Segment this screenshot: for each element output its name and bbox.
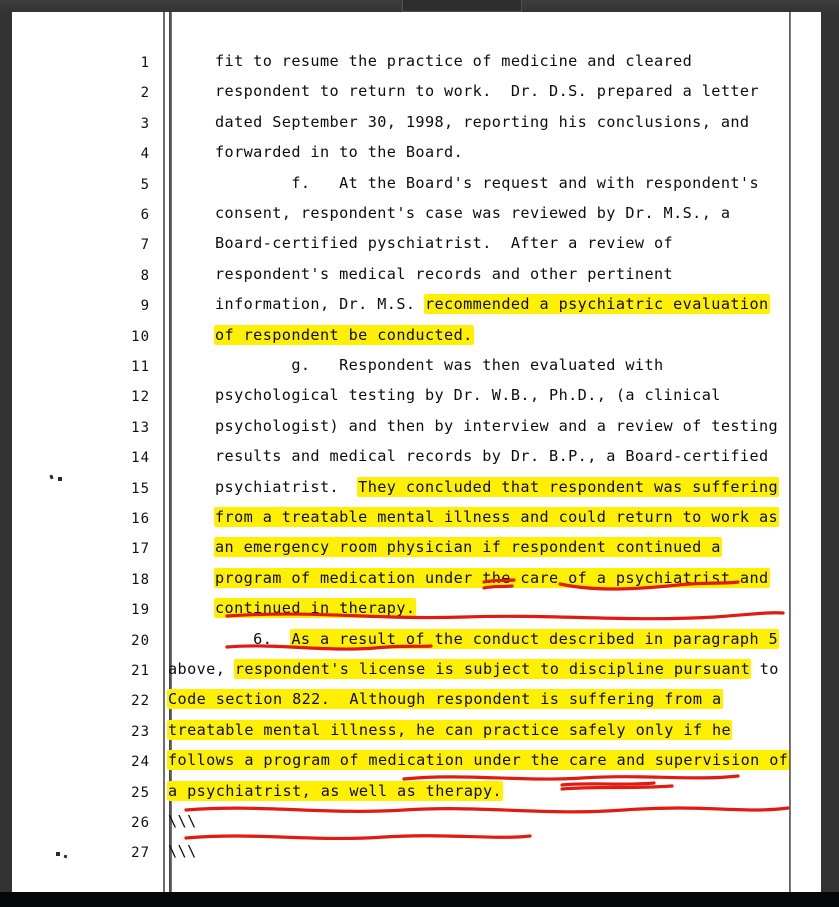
pleading-line: [12, 382, 821, 412]
line-text: [215, 478, 778, 496]
highlighted-text: from a treatable mental illness and could return to work as: [215, 508, 779, 526]
pleading-line: [12, 656, 821, 686]
highlighted-text: They concluded that respondent was suffering: [358, 477, 779, 496]
line-text: [168, 690, 722, 708]
line-text: [215, 356, 664, 374]
line-text: [215, 569, 769, 587]
plain-text: information, Dr. M.S.: [215, 295, 425, 314]
line-number: 16: [131, 511, 150, 527]
pleading-line: [12, 717, 821, 747]
line-text: [215, 204, 730, 222]
plain-text: forwarded in to the Board.: [215, 143, 464, 162]
pleading-line: [12, 230, 821, 260]
pleading-line: [12, 413, 821, 443]
line-number: 1: [140, 55, 150, 71]
line-number: 17: [131, 541, 150, 558]
plain-text: \\\: [168, 812, 197, 830]
line-text: [215, 265, 673, 283]
pleading-line: [12, 686, 821, 716]
line-number: 2: [140, 85, 150, 102]
line-number: 10: [131, 328, 150, 345]
line-text: [215, 82, 759, 100]
line-number: 6: [140, 207, 150, 223]
highlighted-text: Code section 822. Although respondent is suffering from a: [168, 690, 722, 709]
highlighted-text: follows a program of medication under the care and supervision of: [168, 751, 789, 770]
line-number: 18: [131, 571, 150, 588]
line-text: [215, 143, 463, 161]
line-number: 14: [131, 450, 150, 467]
pleading-line: [12, 78, 821, 108]
pleading-line: [12, 838, 821, 868]
line-number: 25: [131, 784, 150, 801]
line-number: 9: [140, 298, 150, 315]
plain-text: f. At the Board's request and with respondent's: [215, 173, 759, 192]
pleading-line: [12, 504, 821, 534]
line-text: [215, 174, 759, 192]
line-number: 13: [131, 419, 150, 436]
line-text: [215, 295, 769, 313]
scanned-page: [12, 12, 821, 892]
toolbar-tab[interactable]: [402, 0, 522, 12]
line-number: 5: [140, 176, 150, 193]
line-text: [215, 538, 721, 556]
line-number: 24: [131, 754, 150, 771]
pleading-line: [12, 200, 821, 230]
pleading-line: [12, 109, 821, 139]
line-number: 19: [131, 602, 150, 619]
pleading-line: [12, 261, 821, 291]
highlighted-text: treatable mental illness, he can practice safely only if he: [168, 720, 732, 739]
highlighted-text: respondent's license is subject to discipline pursuant: [234, 660, 751, 678]
viewer-toolbar[interactable]: [0, 0, 839, 12]
line-text: [215, 326, 473, 344]
pleading-line: [12, 139, 821, 169]
plain-text: consent, respondent's case was reviewed by Dr. M.S., a: [215, 204, 731, 222]
highlighted-text: of respondent be conducted.: [215, 325, 473, 344]
pleading-line: [12, 808, 821, 838]
line-text: [215, 386, 721, 404]
line-number: 12: [131, 389, 150, 406]
pleading-line: [12, 170, 821, 200]
line-number: 8: [140, 267, 150, 284]
viewer-right-gutter: [821, 12, 839, 892]
plain-text: fit to resume the practice of medicine and cleared: [215, 52, 693, 70]
pleading-line: [12, 443, 821, 473]
pleading-line: [12, 291, 821, 321]
taskbar[interactable]: [0, 892, 839, 907]
highlighted-text: As a result of the conduct described in paragraph 5: [291, 629, 779, 648]
plain-text: psychological testing by Dr. W.B., Ph.D., (a clinical: [215, 386, 721, 405]
pleading-line: [12, 322, 821, 352]
line-text: [168, 812, 197, 830]
plain-text: respondent's medical records and other pertinent: [215, 264, 674, 283]
pleading-line: [12, 534, 821, 564]
plain-text: g. Respondent was then evaluated with: [215, 356, 664, 374]
line-text: [168, 660, 779, 678]
plain-text: to: [750, 660, 779, 678]
pleading-line: [12, 48, 821, 78]
plain-text: dated September 30, 1998, reporting his conclusions, and: [215, 112, 750, 131]
line-text: [168, 782, 502, 800]
pleading-line: [12, 626, 821, 656]
line-text: [215, 630, 778, 648]
line-number: 7: [140, 237, 150, 254]
pleading-line: [12, 595, 821, 625]
plain-text: Board-certified pyschiatrist. After a review of: [215, 234, 674, 253]
line-text: [215, 113, 749, 131]
highlighted-text: recommended a psychiatric evaluation: [424, 295, 769, 314]
pleading-line: [12, 747, 821, 777]
line-number: 22: [131, 693, 150, 710]
line-text: [215, 599, 415, 617]
highlighted-text: continued in therapy.: [215, 599, 416, 618]
line-number: 11: [131, 359, 150, 375]
highlighted-text: program of medication under the care of a psychiatrist and: [215, 568, 769, 587]
line-text: [168, 721, 731, 739]
line-number: 15: [131, 480, 150, 497]
line-text: [215, 508, 778, 526]
plain-text: psychologist) and then by interview and a review of testing: [215, 416, 779, 435]
pleading-line: [12, 565, 821, 595]
viewer-left-gutter: [0, 12, 12, 892]
line-text: [168, 751, 788, 769]
line-number: 27: [131, 845, 150, 862]
line-number: 26: [131, 815, 150, 831]
line-number: 4: [140, 146, 150, 163]
line-text: [215, 52, 692, 70]
line-text: [215, 234, 673, 252]
plain-text: above,: [168, 660, 235, 678]
line-text: [215, 417, 778, 435]
plain-text: respondent to return to work. Dr. D.S. prepared a letter: [215, 82, 759, 101]
line-number: 21: [131, 663, 150, 679]
line-text: [215, 447, 769, 465]
line-number: 23: [131, 723, 150, 740]
line-number: 20: [131, 632, 150, 649]
pleading-line: [12, 474, 821, 504]
highlighted-text: an emergency room physician if respondent continued a: [215, 538, 721, 557]
plain-text: 6.: [215, 629, 292, 648]
plain-text: psychiatrist.: [215, 477, 359, 496]
line-text: [168, 842, 197, 860]
plain-text: results and medical records by Dr. B.P., a Board-certified: [215, 447, 769, 466]
line-number: 3: [140, 115, 150, 132]
pleading-line: [12, 778, 821, 808]
highlighted-text: a psychiatrist, as well as therapy.: [168, 781, 503, 800]
pleading-line: [12, 352, 821, 382]
plain-text: \\\: [168, 842, 197, 861]
